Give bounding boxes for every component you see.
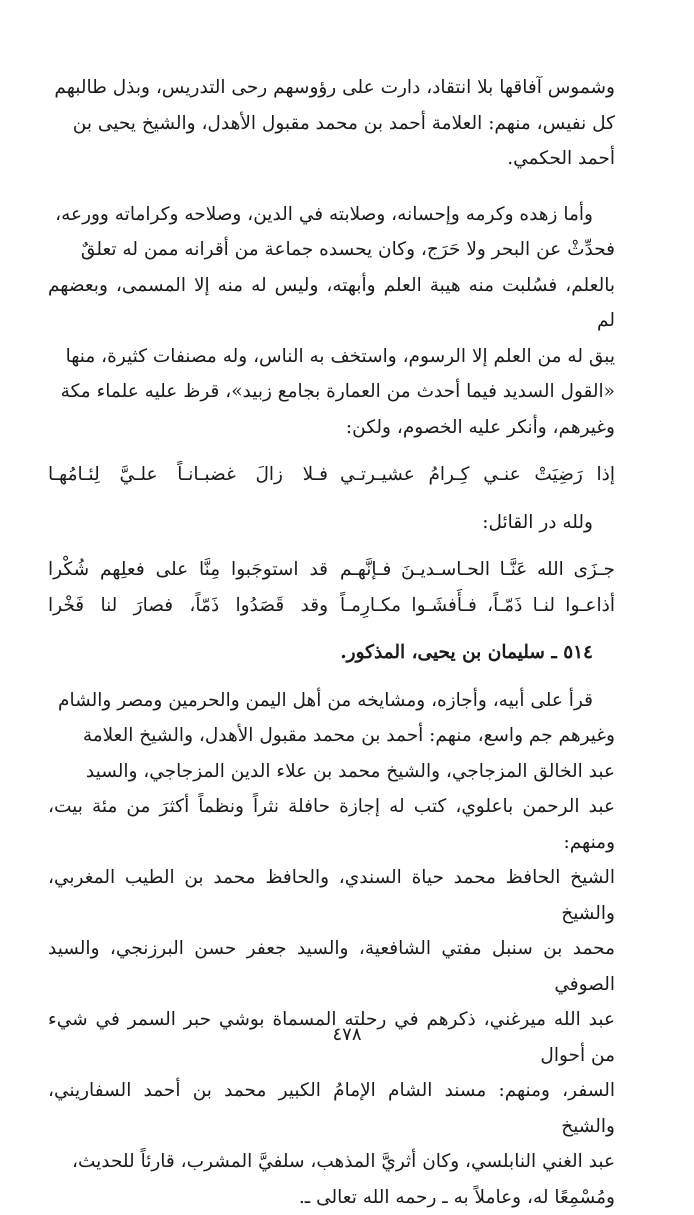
verse-hemistich-second: قد استوجَبوا مِنَّا على فعلِهم شُكْرا <box>48 552 328 588</box>
verse-intro: ولله در القائل: <box>48 505 615 541</box>
text-line: محمد بن سنبل مفتي الشافعية، والسيد جعفر حسن البرزنجي، والسيد الصوفي <box>48 931 615 1002</box>
text-line: كل نفيس، منهم: العلامة أحمد بن محمد مقبول الأهدل، والشيخ يحيى بن <box>48 106 615 142</box>
paragraph-1 <box>48 70 615 177</box>
text-line: فحدِّثْ عن البحر ولا حَرَج، وكان يحسده جماعة من أقرانه ممن له تعلقٌ <box>48 232 615 268</box>
text-line: عبد الغني النابلسي، وكان أثريَّ المذهب، سلفيَّ المشرب، قارئاً للحديث، <box>48 1144 615 1180</box>
text-line: وغيرهم جم واسع، منهم: أحمد بن محمد مقبول الأهدل، والشيخ العلامة <box>48 718 615 754</box>
text-line: يبق له من العلم إلا الرسوم، واستخف به الناس، وله مصنفات كثيرة، منها <box>48 339 615 375</box>
verse-hemistich-first: إذا رَضِيَتْ عنـي كِـرامُ عشيـرتـي <box>340 457 615 493</box>
paragraph-2 <box>48 197 615 446</box>
verse-line <box>48 457 615 493</box>
text-line: السفر، ومنهم: مسند الشام الإمامُ الكبير محمد بن أحمد السفاريني، والشيخ <box>48 1073 615 1144</box>
verse-hemistich-second: فـلا زالَ غضبـانـاً علـيَّ لِئـامُهـا <box>48 457 328 493</box>
verse-line <box>48 588 615 624</box>
verse-line <box>48 552 615 588</box>
text-line: عبد الرحمن باعلوي، كتب له إجازة حافلة نثراً ونظماً أكثرَ من مئة بيت، ومنهم: <box>48 789 615 860</box>
text-line: قرأ على أبيه، وأجازه، ومشايخه من أهل اليمن والحرمين ومصر والشام <box>48 683 615 719</box>
text-line: الشيخ الحافظ محمد حياة السندي، والحافظ محمد بن الطيب المغربي، والشيخ <box>48 860 615 931</box>
text-line: وشموس آفاقها بلا انتقاد، دارت على رؤوسهم رحى التدريس، وبذل طالبهم <box>48 70 615 106</box>
text-line: «القول السديد فيما أحدث من العمارة بجامع زبيد»، قرظ عليه علماء مكة <box>48 374 615 410</box>
text-line: أحمد الحكمي. <box>48 141 615 177</box>
text-line: عبد الله ميرغني، ذكرهم في رحلته المسماة بوشي حبر السمر في شيء من أحوال <box>48 1002 615 1073</box>
verse-hemistich-second: وقد قَصَدُوا ذَمّاً، فصارَ لنا فَخْرا <box>48 588 328 624</box>
entry-heading: ٥١٤ ـ سليمان بن يحيى، المذكور. <box>48 635 615 671</box>
verse-hemistich-first: أذاعـوا لنـا ذَمّـاً، فـأَفشَـوا مكـارِمـاً <box>340 588 615 624</box>
text-line: ومُسْمِعًا له، وعاملاً به ـ رحمه الله تعالى ـ. <box>48 1180 615 1215</box>
text-line: وأما زهده وكرمه وإحسانه، وصلابته في الدين، وصلاحه وكراماته وورعه، <box>48 197 615 233</box>
page-number: ٤٧٨ <box>0 1024 694 1045</box>
paragraph-3 <box>48 683 615 1215</box>
text-line: وغيرهم، وأنكر عليه الخصوم، ولكن: <box>48 410 615 446</box>
verse-hemistich-first: جـزَى الله عَنَّـا الحـاسـديـنَ فـإنَّهـم <box>340 552 615 588</box>
text-line: عبد الخالق المزجاجي، والشيخ محمد بن علاء الدين المزجاجي، والسيد <box>48 754 615 790</box>
text-line: بالعلم، فسُلبت منه هيبة العلم وأبهته، وليس له منه إلا المسمى، وبعضهم لم <box>48 268 615 339</box>
